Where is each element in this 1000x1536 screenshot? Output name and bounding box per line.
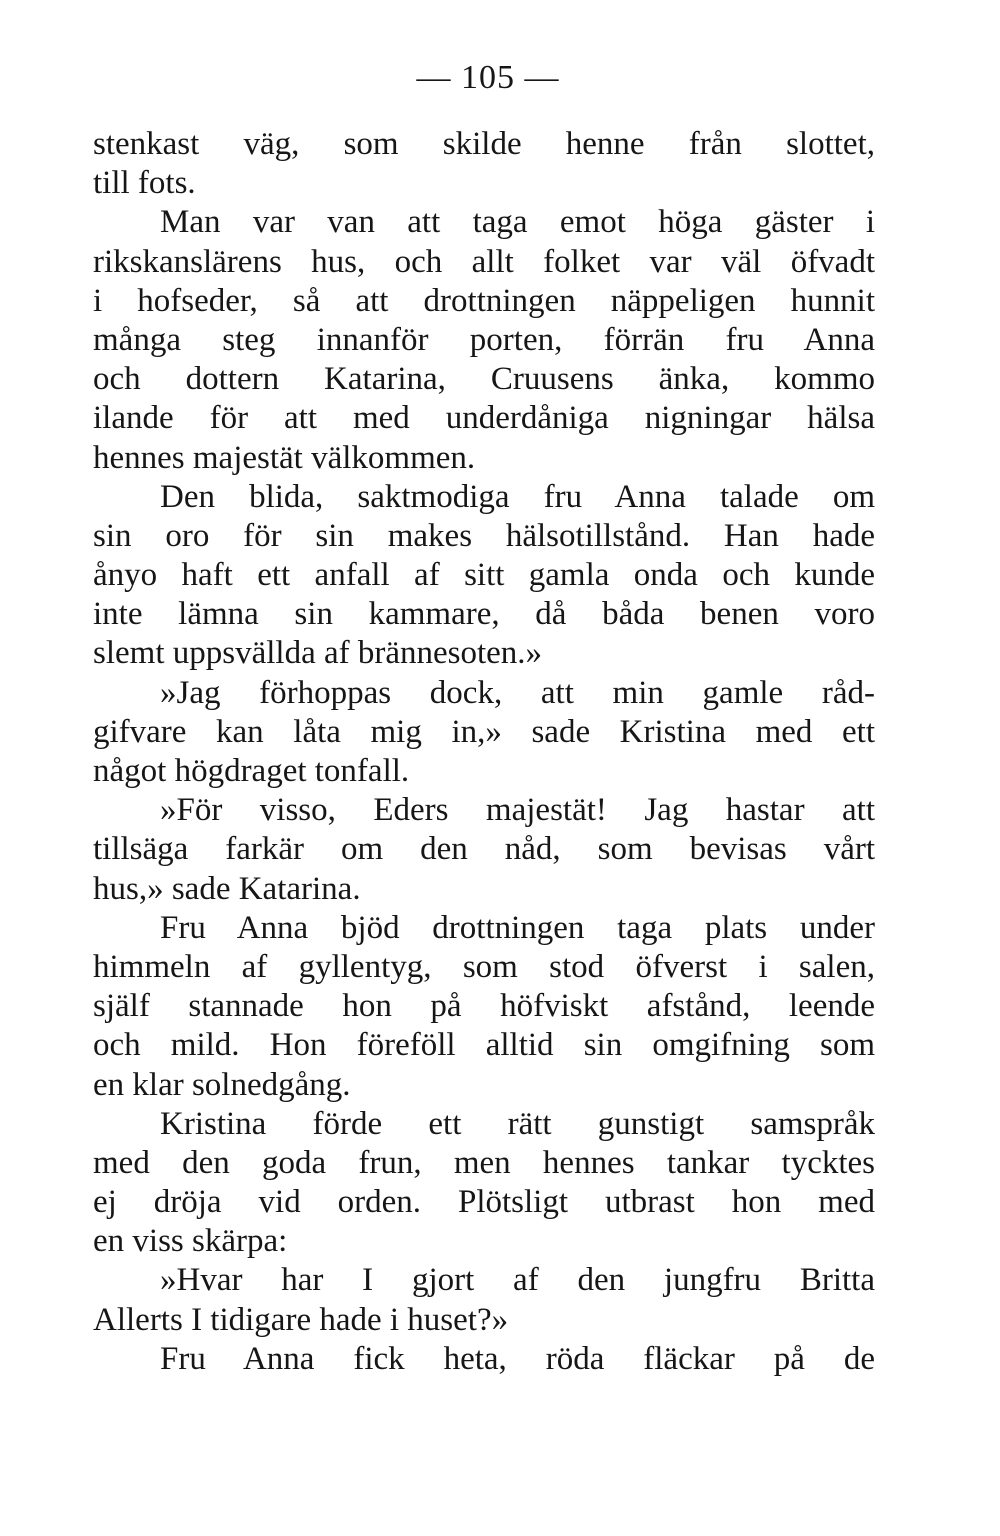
text-line: sin oro för sin makes hälsotillstånd. Han hade [93, 517, 875, 554]
text-line: hennes majestät välkommen. [93, 439, 476, 476]
text-line: gifvare kan låta mig in,» sade Kristina med ett [93, 713, 875, 750]
page-number: — 105 — [416, 59, 560, 96]
text-line: i hofseder, så att drottningen näppeligen hunnit [93, 282, 875, 319]
text-line: en viss skärpa: [93, 1223, 288, 1260]
text-line: till fots. [93, 165, 196, 202]
text-line: inte lämna sin kammare, då båda benen voro [93, 596, 875, 633]
text-line: Man var van att taga emot höga gäster i [160, 204, 875, 241]
text-line: ej dröja vid orden. Plötsligt utbrast hon med [93, 1184, 875, 1221]
text-line: Allerts I tidigare hade i huset?» [93, 1301, 509, 1338]
body-text [93, 125, 875, 1379]
text-line: Kristina förde ett rätt gunstigt samspråk [160, 1105, 875, 1142]
text-line: många steg innanför porten, förrän fru Anna [93, 321, 875, 358]
text-line: något högdraget tonfall. [93, 753, 410, 789]
text-line: ånyo haft ett anfall af sitt gamla onda och kunde [93, 557, 875, 594]
text-line: tillsäga farkär om den nåd, som bevisas vårt [93, 831, 875, 868]
text-line: »Jag förhoppas dock, att min gamle råd- [160, 674, 875, 711]
text-line: slemt uppsvällda af brännesoten.» [93, 635, 543, 672]
text-line: hus,» sade Katarina. [93, 870, 361, 907]
text-line: Fru Anna fick heta, röda fläckar på de [160, 1340, 875, 1377]
text-line: himmeln af gyllentyg, som stod öfverst i salen, [93, 948, 875, 985]
text-line: själf stannade hon på höfviskt afstånd, leende [93, 988, 875, 1025]
text-line: Den blida, saktmodiga fru Anna talade om [160, 478, 875, 515]
text-line: en klar solnedgång. [93, 1066, 351, 1103]
text-line: och dottern Katarina, Cruusens änka, kommo [93, 361, 875, 398]
text-line: och mild. Hon föreföll alltid sin omgifning som [93, 1027, 875, 1064]
text-line: rikskanslärens hus, och allt folket var väl öfvadt [93, 243, 875, 280]
text-line: »För visso, Eders majestät! Jag hastar att [160, 792, 875, 829]
text-line: »Hvar har I gjort af den jungfru Britta [160, 1262, 875, 1299]
text-line: med den goda frun, men hennes tankar tycktes [93, 1144, 875, 1181]
text-line: stenkast väg, som skilde henne från slottet, [93, 126, 875, 162]
text-line: Fru Anna bjöd drottningen taga plats under [160, 909, 875, 946]
text-line: ilande för att med underdåniga nigningar hälsa [93, 400, 875, 437]
